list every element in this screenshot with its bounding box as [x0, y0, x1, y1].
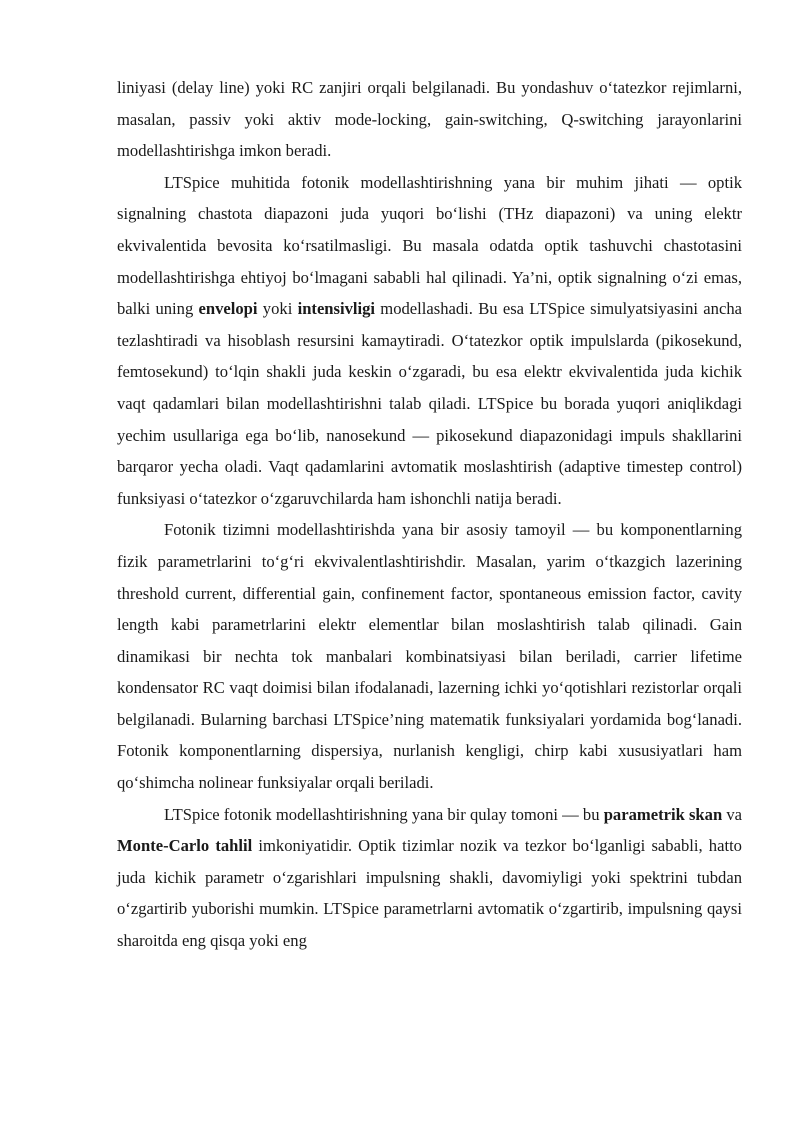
- bold-term-intensivligi: intensivligi: [297, 299, 376, 319]
- paragraph-1: [117, 72, 742, 167]
- text-segment: va: [722, 804, 742, 824]
- paragraph-3: [117, 514, 742, 798]
- bold-term-envelopi: envelopi: [198, 299, 258, 319]
- bold-term-monte-carlo: Monte-Carlo tahlil: [117, 836, 253, 856]
- text-segment: imkoniyatidir. Optik tizimlar nozik va tezkor bo‘lganligi sababli, hatto juda kichik parametr o‘zgarishlari impulsning shakli, davomiyligi yoki spektrini tubdan o‘zgartirib yuborishi mumkin. LTSpice parametrlarni avtomatik o‘zgartirib, impulsning qaysi sharoitda eng qisqa yoki eng: [117, 836, 742, 951]
- text-segment: Fotonik tizimni modellashtirishda yana bir asosiy tamoyil — bu komponentlarning fizik parametrlarini to‘g‘ri ekvivalentlashtirishdir. Masalan, yarim o‘tkazgich lazerining threshold current, differential gain, confinement factor, spontaneous emission factor, cavity length kabi parametrlarini elektr elementlar bilan moslashtirish talab qilinadi. Gain dinamikasi bir nechta tok manbalari kombinatsiyasi bilan beriladi, carrier lifetime kondensator RC vaqt doimisi bilan ifodalanadi, lazerning ichki yo‘qotishlari rezistorlar orqali belgilanadi. Bularning barchasi LTSpice’ning matematik funksiyalari yordamida bog‘lanadi. Fotonik komponentlarning dispersiya, nurlanish kengligi, chirp kabi xususiyatlari ham qo‘shimcha nolinear funksiyalar orqali beriladi.: [117, 520, 742, 793]
- text-segment: modellashadi. Bu esa LTSpice simulyatsiyasini ancha tezlashtiradi va hisoblash resursini kamaytiradi. O‘tatezkor optik impulslarda (pikosekund, femtosekund) to‘lqin shakli juda keskin o‘zgaradi, bu esa elektr ekvivalentida juda kichik vaqt qadamlari bilan modellashtirishni talab qiladi. LTSpice bu borada yuqori aniqlikdagi yechim usullariga ega bo‘lib, nanosekund — pikosekund diapazonidagi impuls shakllarini barqaror yecha oladi. Vaqt qadamlarini avtomatik moslashtirish (adaptive timestep control) funksiyasi o‘tatezkor o‘zgaruvchilarda ham ishonchli natija beradi.: [117, 299, 742, 508]
- bold-term-parametrik-skan: parametrik skan: [603, 804, 723, 824]
- paragraph-2: [117, 167, 742, 515]
- text-segment: liniyasi (delay line) yoki RC zanjiri orqali belgilanadi. Bu yondashuv o‘tatezkor rejimlarni, masalan, passiv yoki aktiv mode-locking, gain-switching, Q-switching jarayonlarini modellashtirishga imkon beradi.: [117, 78, 742, 161]
- text-segment: LTSpice fotonik modellashtirishning yana bir qulay tomoni — bu: [164, 804, 604, 824]
- document-page: [117, 72, 742, 957]
- paragraph-4: [117, 799, 742, 957]
- text-segment: LTSpice muhitida fotonik modellashtirishning yana bir muhim jihati — optik signalning chastota diapazoni juda yuqori bo‘lishi (THz diapazoni) va uning elektr ekvivalentida bevosita ko‘rsatilmasligi. Bu masala odatda optik tashuvchi chastotasini modellashtirishga ehtiyoj bo‘lmagani sababli hal qilinadi. Ya’ni, optik signalning o‘zi emas, balki uning: [117, 172, 742, 319]
- text-segment: yoki: [257, 299, 298, 319]
